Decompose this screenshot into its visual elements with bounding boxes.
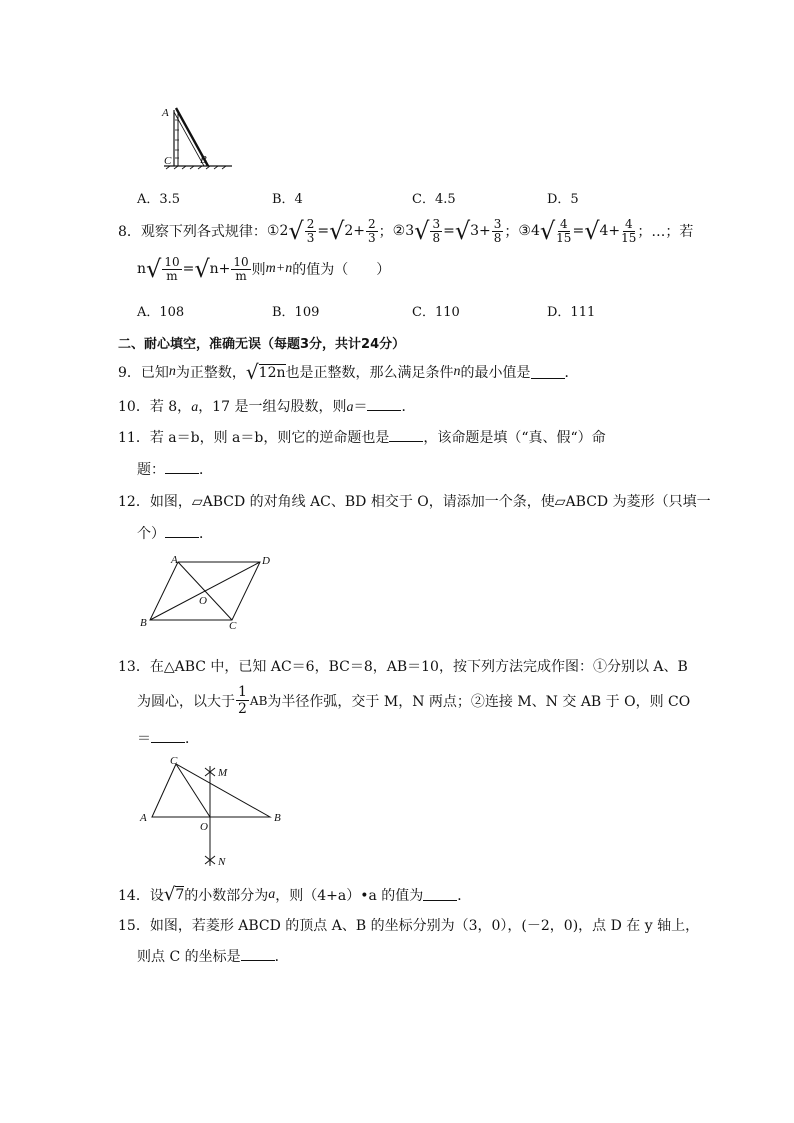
diagonal-bd: [150, 562, 260, 620]
answer-blank[interactable]: [423, 888, 457, 901]
label-o: O: [200, 821, 208, 833]
q8-item-1: ① 2 √ $\frac{2}{3}$ = √ 2+ $\frac{2}{3}$ ；: [266, 216, 393, 245]
q7-option-c: C．4.5: [412, 192, 456, 207]
label-n: N: [218, 856, 226, 868]
q10: 10．若 8，a，17 是一组勾股数，则a＝ ．: [118, 399, 416, 415]
q14: 14． 设 √ 7 的小数部分为 a ，则（4+a）•a 的值为 ．: [118, 884, 472, 905]
q8-option-c: C．110: [412, 305, 460, 320]
median-co: [176, 764, 210, 817]
label-c: C: [170, 755, 178, 767]
label-c: C: [229, 620, 237, 632]
answer-blank[interactable]: [389, 429, 423, 442]
q8-line1: [118, 214, 693, 248]
q13-line2: 为圆心，以大于 $\frac{1}{2}$ AB 为半径作弧，交于 M，N 两点；②连接 M、N 交 AB 于 O，则 CO: [137, 684, 691, 717]
q8-option-b: B．109: [272, 305, 320, 320]
q7-option-a: A．3.5: [137, 192, 181, 207]
q8-option-a: A．108: [137, 305, 185, 320]
answer-blank[interactable]: [165, 525, 199, 538]
q12-line2: 个） ．: [137, 526, 213, 542]
sqrt-symbol: √: [288, 217, 304, 245]
answer-blank[interactable]: [531, 366, 565, 379]
label-b: B: [140, 617, 147, 629]
q13-line1: 13．在△ABC 中，已知 AC＝6，BC＝8，AB＝10，按下列方法完成作图：①分别以 A、B: [118, 659, 688, 675]
section-heading: 二、耐心填空，准确无误（每题3分，共计24分）: [118, 337, 406, 352]
q7-option-d: D．5: [547, 192, 579, 207]
q11-line2: 题： ．: [137, 462, 213, 478]
label-b: B: [274, 812, 281, 824]
label-c: C: [164, 155, 172, 167]
label-a: A: [162, 107, 169, 119]
label-a: A: [171, 554, 178, 566]
label-o: O: [199, 595, 207, 607]
q8-number: 8．: [118, 224, 141, 240]
answer-blank[interactable]: [367, 398, 401, 411]
q12-line1: 12．如图，▱ABCD 的对角线 AC、BD 相交于 O，请添加一个条，使▱ABCD 为菱形（只填一: [118, 494, 711, 510]
answer-blank[interactable]: [165, 461, 199, 474]
parallelogram-figure: [138, 552, 278, 632]
q8-item-3: ③ 4 √ $\frac{4}{15}$ = √ 4+ $\frac{4}{15}$: [518, 216, 637, 245]
q8-option-d: D．111: [547, 305, 596, 320]
q13-line3: ＝ ．: [137, 731, 199, 747]
q8-line2: n √ $\frac{10}{m}$ = √ n+ $\frac{10}{m}$ 则 m+n 的值为（ ）: [137, 254, 391, 283]
q9: 9． 已知 n 为正整数， √ 12n 也是正整数，那么满足条件 n 的最小值是 ．: [118, 360, 579, 384]
q15-line2: 则点 C 的坐标是 ．: [137, 949, 289, 965]
label-m: M: [218, 767, 228, 779]
q11-line1: 11．若 a＝b，则 a＝b，则它的逆命题也是 ，该命题是填（“真、假“）命: [118, 430, 606, 446]
answer-blank[interactable]: [241, 948, 275, 961]
q7-option-b: B．4: [272, 192, 303, 207]
label-d: D: [262, 555, 270, 567]
ladder-figure: [160, 102, 240, 174]
q15-line1: 15．如图，若菱形 ABCD 的顶点 A、B 的坐标分别为（3，0），(－2，0)，点 D 在 y 轴上，: [118, 918, 700, 934]
fraction: $\frac{2}{3}$: [306, 216, 315, 245]
triangle-abc: [152, 764, 270, 817]
label-a: A: [140, 812, 147, 824]
q8-lead: 观察下列各式规律：: [140, 224, 267, 240]
label-b: B: [200, 154, 207, 166]
q8-item-2: ② 3 √ $\frac{3}{8}$ = √ 3+ $\frac{3}{8}$ ；: [392, 216, 519, 245]
answer-blank[interactable]: [151, 730, 185, 743]
q8-tail: ；…；若: [637, 224, 694, 240]
triangle-figure: [138, 754, 288, 874]
